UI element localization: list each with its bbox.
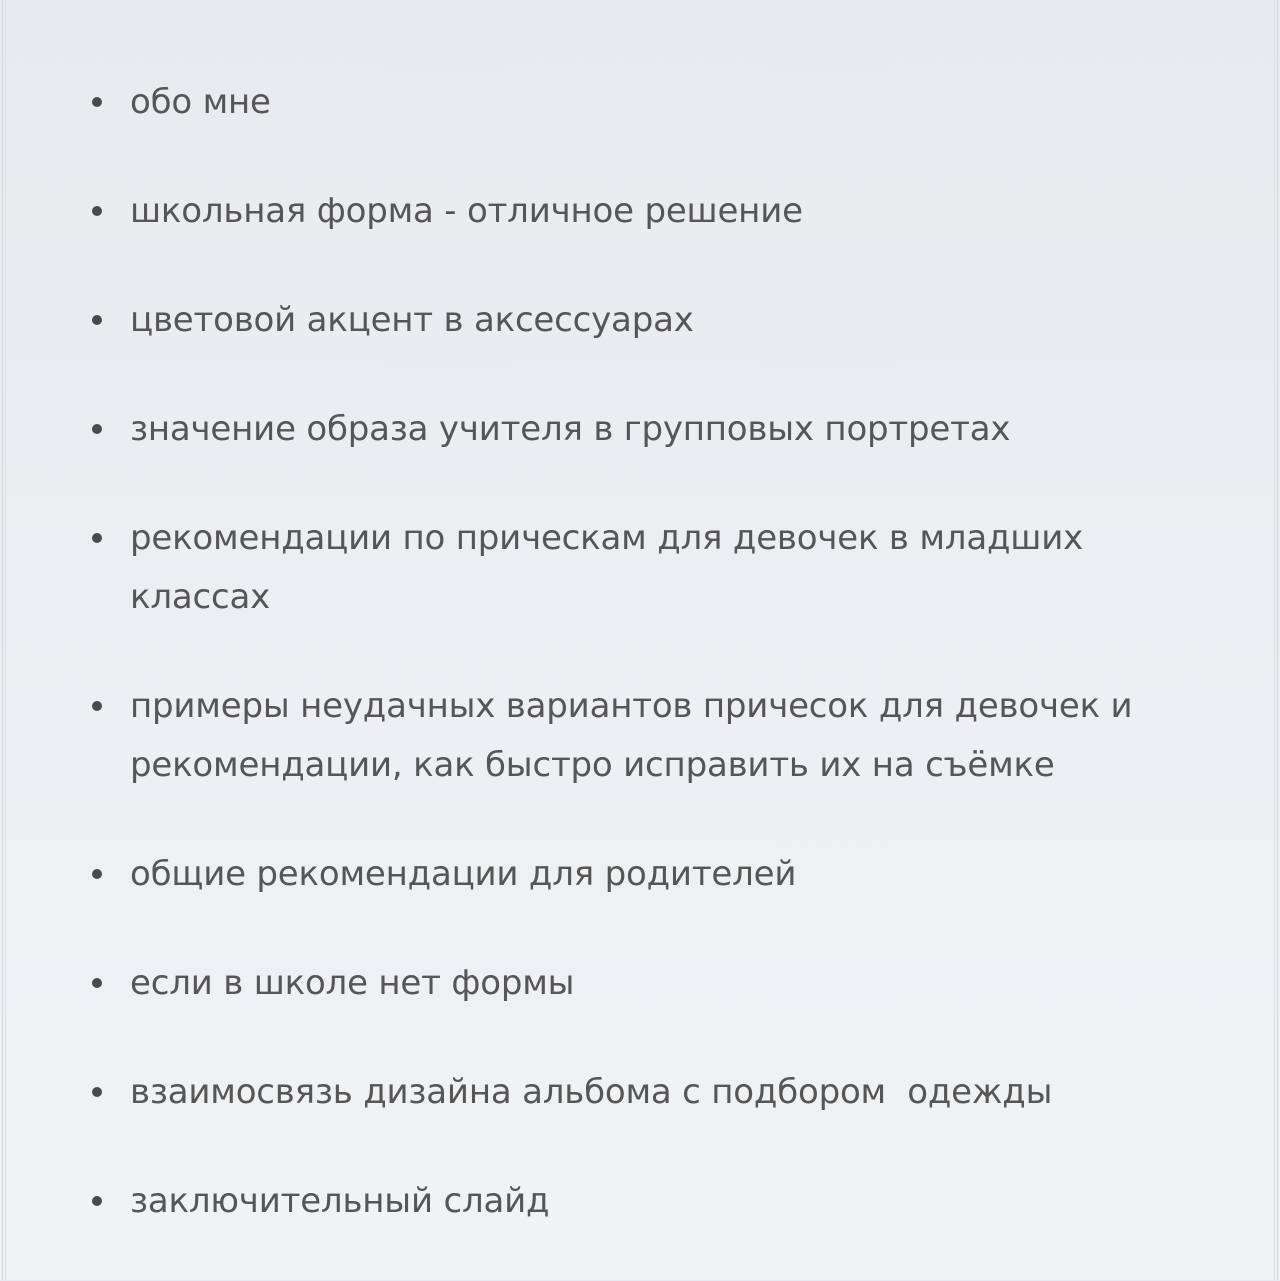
list-item-text: заключительный слайд [130,1181,550,1221]
agenda-list [88,73,1208,1281]
list-item-text: школьная форма - отличное решение [130,191,803,231]
bullet-icon [92,1087,102,1097]
list-item-text: общие рекомендации для родителей [130,854,797,894]
list-item-text: обо мне [130,82,271,122]
bullet-icon [92,701,102,711]
bullet-icon [92,533,102,543]
list-item-text: цветовой акцент в аксессуарах [130,300,694,340]
list-item-text: взаимосвязь дизайна альбома с подбором одежды [130,1072,1053,1112]
bullet-icon [92,424,102,434]
list-item-text: примеры неудачных вариантов причесок для девочек и рекомендации, как быстро исправить их на съёмке [130,686,1133,785]
list-item [88,1172,1208,1231]
bullet-icon [92,206,102,216]
bullet-icon [92,315,102,325]
list-item [88,509,1208,627]
bullet-icon [92,97,102,107]
list-item-text: рекомендации по прическам для девочек в младших классах [130,518,1084,617]
list-item-text: если в школе нет формы [130,963,575,1003]
list-item [88,677,1208,795]
list-item [88,182,1208,241]
bullet-icon [92,978,102,988]
list-item [88,291,1208,350]
list-item [88,400,1208,459]
list-item [88,845,1208,904]
bullet-icon [92,1196,102,1206]
list-item [88,954,1208,1013]
bullet-icon [92,869,102,879]
list-item-text: значение образа учителя в групповых портретах [130,409,1011,449]
list-item [88,1063,1208,1122]
list-item [88,73,1208,132]
